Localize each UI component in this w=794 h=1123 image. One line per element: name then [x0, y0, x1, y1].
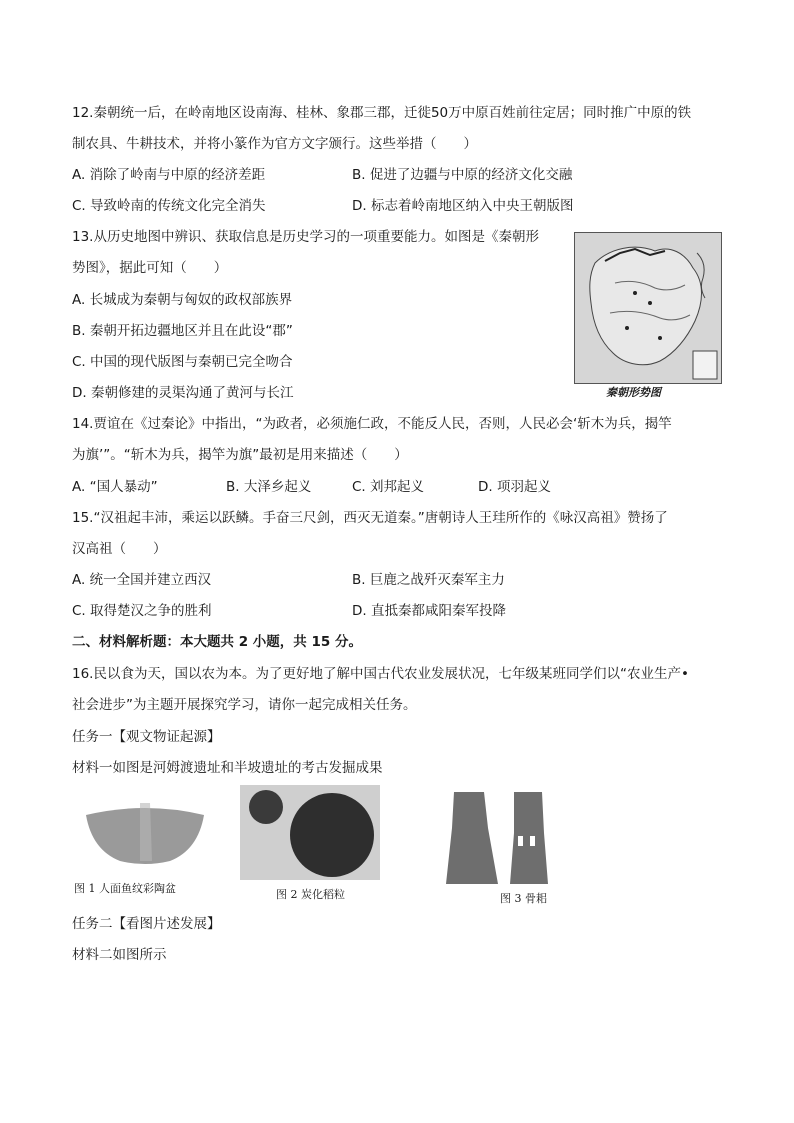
q13-option-c: C. 中国的现代版图与秦朝已完全吻合 [72, 354, 293, 370]
q14-option-c: C. 刘邦起义 [352, 479, 425, 495]
q15-option-a: A. 统一全国并建立西汉 [72, 572, 212, 588]
q15-option-d: D. 直抵秦都咸阳秦军投降 [352, 603, 506, 619]
q16-stem-line1: 16.民以食为天，国以农为本。为了更好地了解中国古代农业发展状况，七年级某班同学们以“农业生产• [72, 666, 689, 682]
carbonized-rice-graphic [240, 785, 380, 880]
qin-map-image [574, 232, 722, 384]
q12-stem-line1: 12.秦朝统一后，在岭南地区设南海、桂林、象郡三郡，迁徙50万中原百姓前往定居；同时推广中原的铁 [72, 105, 692, 121]
fig2-carbonized-rice-image [240, 785, 380, 884]
qin-map-graphic [575, 233, 721, 383]
q12-option-d: D. 标志着岭南地区纳入中央王朝版图 [352, 198, 574, 214]
q12-option-b: B. 促进了边疆与中原的经济文化交融 [352, 167, 573, 183]
fig3-bone-spade-image [444, 788, 554, 892]
material1-text: 材料一如图是河姆渡遗址和半坡遗址的考古发掘成果 [72, 760, 383, 776]
q13-stem-line1: 13.从历史地图中辨识、获取信息是历史学习的一项重要能力。如图是《秦朝形 [72, 229, 539, 245]
q12-option-c: C. 导致岭南的传统文化完全消失 [72, 198, 266, 214]
q14-option-a: A. “国人暴动” [72, 479, 158, 495]
pottery-basin-graphic [80, 795, 210, 870]
q13-option-b: B. 秦朝开拓边疆地区并且在此设“郡” [72, 323, 293, 339]
q15-option-c: C. 取得楚汉之争的胜利 [72, 603, 212, 619]
fig1-pottery-basin-image [80, 795, 210, 874]
q14-option-d: D. 项羽起义 [478, 479, 551, 495]
q16-stem-line2: 社会进步”为主题开展探究学习，请你一起完成相关任务。 [72, 697, 417, 713]
section2-title: 二、材料解析题：本大题共 2 小题，共 15 分。 [72, 634, 362, 650]
qin-map-caption: 秦朝形势图 [606, 386, 661, 399]
q15-stem-line1: 15.“汉祖起丰沛，乘运以跃鳞。手奋三尺剑，西灭无道秦。”唐朝诗人王珪所作的《咏汉高祖》赞扬了 [72, 510, 668, 526]
q14-stem-line2: 为旗’”。“斩木为兵，揭竿为旗”最初是用来描述（ ） [72, 447, 408, 463]
task1-heading: 任务一【观文物证起源】 [72, 729, 221, 745]
bone-spade-graphic [444, 788, 554, 888]
fig1-caption: 图 1 人面鱼纹彩陶盆 [74, 882, 176, 895]
q12-option-a: A. 消除了岭南与中原的经济差距 [72, 167, 266, 183]
q14-option-b: B. 大泽乡起义 [226, 479, 312, 495]
q13-option-d: D. 秦朝修建的灵渠沟通了黄河与长江 [72, 385, 294, 401]
fig3-caption: 图 3 骨耜 [500, 892, 547, 905]
q12-stem-line2: 制农具、牛耕技术，并将小篆作为官方文字颁行。这些举措（ ） [72, 136, 477, 152]
q15-option-b: B. 巨鹿之战歼灭秦军主力 [352, 572, 505, 588]
fig2-caption: 图 2 炭化稻粒 [276, 888, 345, 901]
q15-stem-line2: 汉高祖（ ） [72, 541, 167, 557]
q13-option-a: A. 长城成为秦朝与匈奴的政权部族界 [72, 292, 293, 308]
material2-text: 材料二如图所示 [72, 947, 167, 963]
q14-stem-line1: 14.贾谊在《过秦论》中指出，“为政者，必须施仁政，不能反人民，否则，人民必会‘斩木为兵，揭竿 [72, 416, 672, 432]
q13-stem-line2: 势图》，据此可知（ ） [72, 260, 228, 276]
task2-heading: 任务二【看图片述发展】 [72, 916, 221, 932]
